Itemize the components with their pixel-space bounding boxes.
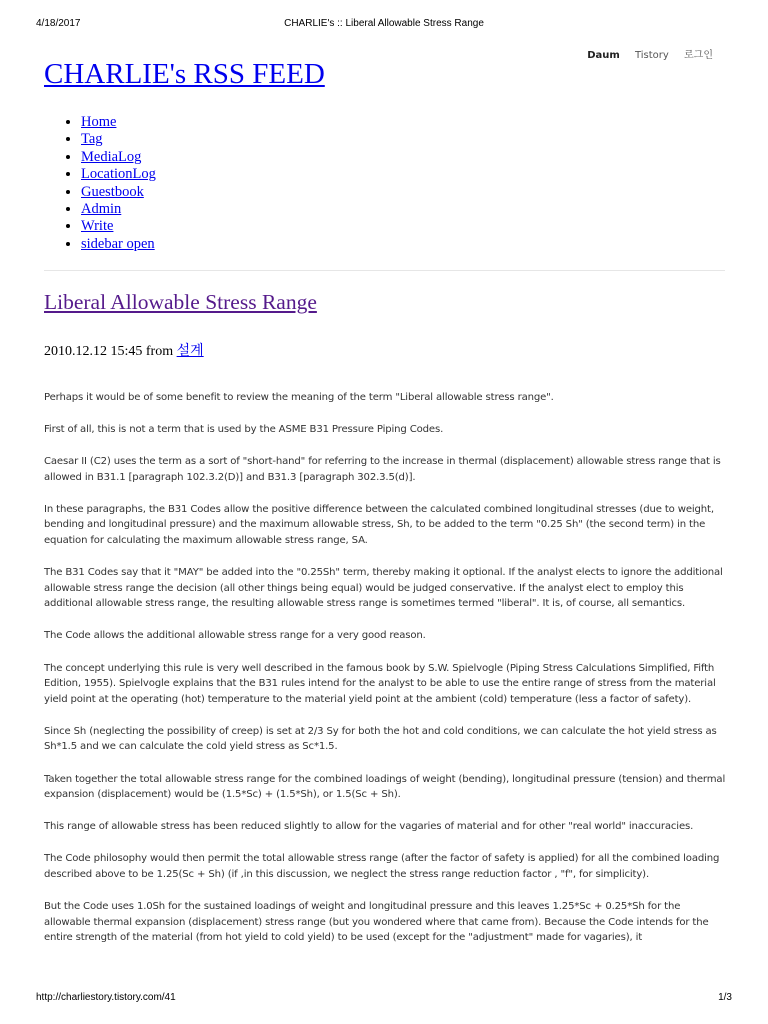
tistory-link[interactable]: Tistory (634, 50, 669, 61)
nav-link-write[interactable]: Write (81, 218, 114, 235)
post-paragraph: In these paragraphs, the B31 Codes allow the positive difference between the calculated combined longitudinal stresses (due to weight, bending and longitudinal pressure) and the maximum allowable stress, Sh, to be added to the term "0.25 Sh" (the second term) in the equation for calculating the maximum allowable stress range, SA. (44, 503, 714, 547)
post-category-link[interactable]: 설계 (176, 344, 204, 359)
post-paragraph: The B31 Codes say that it "MAY" be added into the "0.25Sh" term, thereby making it optional. If the analyst elects to ignore the additional allowable stress range the decision (all other things being equal) would be judged conservative. If the analyst elect to employ this additional allowable stress range, the resulting allowable stress range is sometimes termed "liberal". It is, of course, all semantics. (44, 567, 723, 610)
nav-item-admin (81, 201, 156, 218)
nav-link-home[interactable]: Home (81, 114, 117, 130)
daum-link[interactable]: Daum (587, 50, 620, 61)
blog-title-link[interactable]: CHARLIE's RSS FEED (44, 58, 325, 90)
post-paragraph: The Code allows the additional allowable stress range for a very good reason. (44, 630, 426, 642)
top-links (575, 46, 713, 61)
blog-title (44, 58, 325, 91)
login-link[interactable]: 로그인 (684, 50, 713, 61)
post-meta (44, 340, 204, 360)
nav-link-medialog[interactable]: MediaLog (81, 148, 142, 165)
main-nav (44, 114, 156, 253)
post-paragraph: Since Sh (neglecting the possibility of creep) is set at 2/3 Sy for both the hot and cold conditions, we can calculate the hot yield stress as Sh*1.5 and we can calculate the cold yield stress as Sc*1.5. (44, 725, 717, 753)
nav-item-sidebar-open (81, 236, 156, 253)
nav-item-tag (81, 131, 156, 148)
post-paragraph: Caesar II (C2) uses the term as a sort of "short-hand" for referring to the increase in thermal (displacement) allowable stress range that is allowed in B31.1 [paragraph 102.3.2(D)] and B31.3 [paragraph 302.3.5(d)]. (44, 456, 721, 483)
post-title-link[interactable]: Liberal Allowable Stress Range (44, 290, 317, 314)
print-header (36, 18, 732, 32)
nav-item-write (81, 218, 156, 235)
nav-item-medialog (81, 149, 156, 166)
post-paragraph: Perhaps it would be of some benefit to review the meaning of the term "Liberal allowable stress range". (44, 392, 554, 403)
nav-item-guestbook (81, 184, 156, 201)
post-paragraph: First of all, this is not a term that is used by the ASME B31 Pressure Piping Codes. (44, 424, 444, 436)
nav-link-guestbook[interactable]: Guestbook (81, 183, 144, 200)
post-title (44, 290, 317, 315)
nav-item-home (81, 114, 156, 131)
post-paragraph: The concept underlying this rule is very well described in the famous book by S.W. Spielvogle (Piping Stress Calculations Simplified, Fifth Edition, 1955). Spielvogle explains that the B31 rules intend for the analyst to be able to use the entire range of stress from the material yield point at the operating (hot) temperature to the material yield point at the ambient (cold) temperature (less a factor of safety). (44, 662, 716, 705)
post-body (44, 390, 726, 962)
post-paragraph: But the Code uses 1.0Sh for the sustained loadings of weight and longitudinal pressure and this leaves 1.25*Sc + 0.25*Sh for the allowable thermal expansion (displacement) stress range (but you wondered where that came from). Because the Code intends for the entire strength of the material (from hot yield to cold yield) to be used (except for the "adjustment" made for vagaries), it (44, 900, 709, 944)
print-page-number: 1/3 (718, 992, 732, 1003)
post-date: 2010.12.12 15:45 (44, 344, 143, 359)
nav-link-admin[interactable]: Admin (81, 201, 122, 218)
print-document-title: CHARLIE's :: Liberal Allowable Stress Range (284, 18, 484, 29)
post-from-label: from (145, 344, 174, 359)
nav-link-tag[interactable]: Tag (81, 131, 103, 148)
print-footer (36, 992, 732, 1006)
nav-link-locationlog[interactable]: LocationLog (81, 166, 156, 183)
divider (44, 270, 725, 271)
print-url: http://charliestory.tistory.com/41 (36, 992, 176, 1003)
post-paragraph: This range of allowable stress has been reduced slightly to allow for the vagaries of material and for other "real world" inaccuracies. (44, 821, 694, 833)
nav-link-sidebar-open[interactable]: sidebar open (81, 235, 155, 252)
post-paragraph: Taken together the total allowable stress range for the combined loadings of weight (bending), longitudinal pressure (tension) and thermal expansion (displacement) would be (1.5*Sc) + (1.5*Sh), or 1.5(Sc + Sh). (44, 773, 726, 801)
nav-item-locationlog (81, 166, 156, 183)
post-paragraph: The Code philosophy would then permit the total allowable stress range (after the factor of safety is applied) for all the combined loading described above to be 1.25(Sc + Sh) (if ,in this discussion, we neglect the stress range reduction factor , "f", for simplicity). (44, 853, 720, 880)
print-date: 4/18/2017 (36, 18, 81, 29)
